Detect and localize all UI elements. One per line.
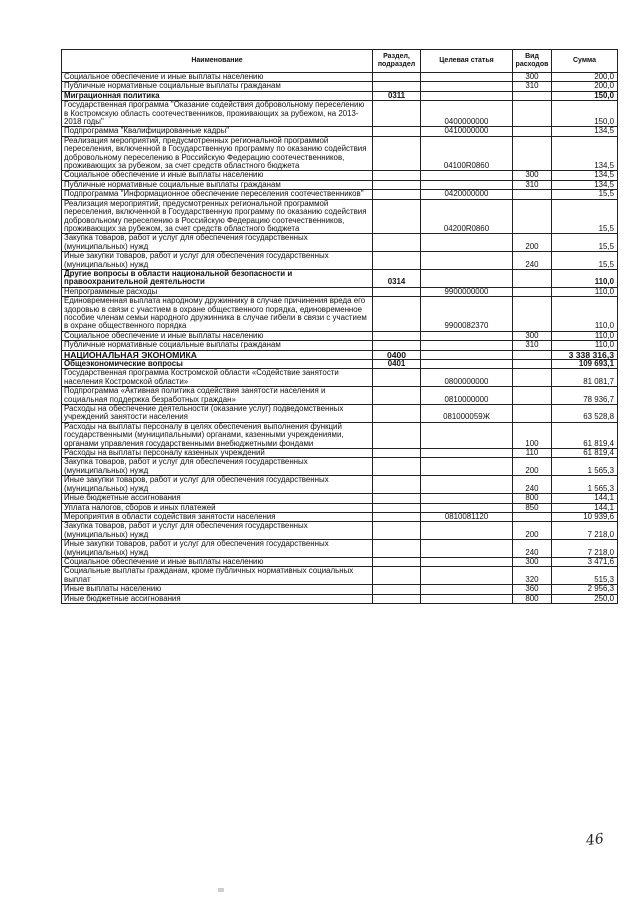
cell-section bbox=[373, 422, 421, 448]
cell-sum: 110,0 bbox=[552, 297, 618, 332]
table-row bbox=[62, 405, 618, 423]
cell-sum: 10 939,6 bbox=[552, 512, 618, 521]
cell-name: Закупка товаров, работ и услуг для обеспечения государственных (муниципальных) нужд bbox=[62, 522, 373, 540]
table-row bbox=[62, 387, 618, 405]
cell-name: Иные закупки товаров, работ и услуг для обеспечения государственных (муниципальных) нужд bbox=[62, 476, 373, 494]
cell-name: Реализация мероприятий, предусмотренных региональной программой переселения, включенной в Государственную программу по оказанию содействия добровольному переселению в Российскую Федерацию соотечественников, проживающих за рубежом, за счет средств областного бюджета bbox=[62, 136, 373, 171]
cell-sum: 15,5 bbox=[552, 190, 618, 199]
cell-name: Подпрограмма "Информационное обеспечение переселения соотечественников" bbox=[62, 190, 373, 199]
cell-target: 0410000000 bbox=[421, 127, 513, 136]
cell-name: Иные выплаты населению bbox=[62, 585, 373, 594]
cell-section bbox=[373, 567, 421, 585]
cell-sum: 15,5 bbox=[552, 252, 618, 270]
cell-sum: 150,0 bbox=[552, 101, 618, 127]
cell-section bbox=[373, 341, 421, 350]
cell-section bbox=[373, 503, 421, 512]
cell-target bbox=[421, 540, 513, 558]
cell-name: Расходы на обеспечение деятельности (оказание услуг) подведомственных учреждений занятости населения bbox=[62, 405, 373, 423]
cell-name: Уплата налогов, сборов и иных платежей bbox=[62, 503, 373, 512]
cell-sum: 109 693,1 bbox=[552, 360, 618, 369]
cell-name: Подпрограмма "Квалифицированные кадры" bbox=[62, 127, 373, 136]
cell-kind: 200 bbox=[513, 458, 552, 476]
cell-kind: 240 bbox=[513, 540, 552, 558]
cell-kind: 300 bbox=[513, 557, 552, 566]
cell-kind: 200 bbox=[513, 522, 552, 540]
cell-section bbox=[373, 540, 421, 558]
header-sum: Сумма bbox=[552, 50, 618, 73]
cell-name: Непрограммные расходы bbox=[62, 287, 373, 296]
cell-name: Социальное обеспечение и иные выплаты населению bbox=[62, 331, 373, 340]
cell-section bbox=[373, 190, 421, 199]
cell-kind: 100 bbox=[513, 422, 552, 448]
table-row bbox=[62, 567, 618, 585]
cell-name: Социальные выплаты гражданам, кроме публичных нормативных социальных выплат bbox=[62, 567, 373, 585]
cell-kind bbox=[513, 405, 552, 423]
cell-name: Публичные нормативные социальные выплаты гражданам bbox=[62, 341, 373, 350]
cell-section bbox=[373, 171, 421, 180]
cell-sum: 78 936,7 bbox=[552, 387, 618, 405]
cell-sum: 144,1 bbox=[552, 503, 618, 512]
cell-kind bbox=[513, 297, 552, 332]
table-row bbox=[62, 269, 618, 287]
cell-sum: 15,5 bbox=[552, 234, 618, 252]
cell-target: 081000059Ж bbox=[421, 405, 513, 423]
cell-section bbox=[373, 449, 421, 458]
cell-kind bbox=[513, 127, 552, 136]
table-row bbox=[62, 503, 618, 512]
cell-name: Общеэкономические вопросы bbox=[62, 360, 373, 369]
cell-section bbox=[373, 387, 421, 405]
cell-target: 0810081120 bbox=[421, 512, 513, 521]
cell-name: Расходы на выплаты персоналу в целях обеспечения выполнения функций государственными (муниципальными) органами, казенными учреждениями, органами управления государственными внебюджетными фондами bbox=[62, 422, 373, 448]
cell-target bbox=[421, 91, 513, 100]
cell-kind: 200 bbox=[513, 234, 552, 252]
cell-target: 04200R0860 bbox=[421, 199, 513, 234]
cell-kind bbox=[513, 387, 552, 405]
cell-target bbox=[421, 567, 513, 585]
cell-target: 04100R0860 bbox=[421, 136, 513, 171]
cell-section bbox=[373, 494, 421, 503]
cell-kind bbox=[513, 136, 552, 171]
cell-target bbox=[421, 234, 513, 252]
cell-section: 0401 bbox=[373, 360, 421, 369]
cell-sum: 15,5 bbox=[552, 199, 618, 234]
cell-section bbox=[373, 287, 421, 296]
cell-kind bbox=[513, 287, 552, 296]
cell-sum: 61 819,4 bbox=[552, 422, 618, 448]
cell-target: 0800000000 bbox=[421, 369, 513, 387]
header-kind: Вид расходов bbox=[513, 50, 552, 73]
table-row bbox=[62, 199, 618, 234]
cell-kind bbox=[513, 91, 552, 100]
cell-name: Публичные нормативные социальные выплаты гражданам bbox=[62, 180, 373, 189]
cell-name: Подпрограмма «Активная политика содействия занятости населения и социальная поддержка безработных граждан» bbox=[62, 387, 373, 405]
cell-target bbox=[421, 503, 513, 512]
table-row bbox=[62, 190, 618, 199]
cell-name: Иные бюджетные ассигнования bbox=[62, 594, 373, 603]
cell-name: Другие вопросы в области национальной безопасности и правоохранительной деятельности bbox=[62, 269, 373, 287]
cell-name: Мероприятия в области содействия занятости населения bbox=[62, 512, 373, 521]
cell-section bbox=[373, 522, 421, 540]
cell-section bbox=[373, 512, 421, 521]
cell-section bbox=[373, 557, 421, 566]
table-row bbox=[62, 297, 618, 332]
cell-target bbox=[421, 449, 513, 458]
cell-sum: 250,0 bbox=[552, 594, 618, 603]
header-name: Наименование bbox=[62, 50, 373, 73]
cell-sum: 7 218,0 bbox=[552, 522, 618, 540]
cell-sum: 2 956,3 bbox=[552, 585, 618, 594]
cell-name: Иные бюджетные ассигнования bbox=[62, 494, 373, 503]
table-row bbox=[62, 494, 618, 503]
cell-section bbox=[373, 405, 421, 423]
cell-kind: 300 bbox=[513, 73, 552, 82]
cell-sum: 63 528,8 bbox=[552, 405, 618, 423]
table-row bbox=[62, 585, 618, 594]
table-row bbox=[62, 540, 618, 558]
table-row bbox=[62, 594, 618, 603]
cell-section bbox=[373, 234, 421, 252]
cell-section: 0314 bbox=[373, 269, 421, 287]
cell-kind bbox=[513, 101, 552, 127]
cell-name: Реализация мероприятий, предусмотренных региональной программой переселения, включенной в Государственную программу по оказанию содействия добровольному переселению в Российскую Федерацию соотечественников, проживающих за рубежом, за счет средств областного бюджета bbox=[62, 199, 373, 234]
cell-name: Расходы на выплаты персоналу казенных учреждений bbox=[62, 449, 373, 458]
cell-target bbox=[421, 350, 513, 359]
cell-sum: 200,0 bbox=[552, 73, 618, 82]
cell-sum: 515,3 bbox=[552, 567, 618, 585]
cell-sum: 81 081,7 bbox=[552, 369, 618, 387]
budget-document bbox=[61, 49, 617, 604]
cell-sum: 134,5 bbox=[552, 127, 618, 136]
cell-target bbox=[421, 476, 513, 494]
cell-kind bbox=[513, 360, 552, 369]
cell-kind: 310 bbox=[513, 341, 552, 350]
cell-sum: 150,0 bbox=[552, 91, 618, 100]
cell-target bbox=[421, 422, 513, 448]
cell-sum: 110,0 bbox=[552, 341, 618, 350]
cell-kind: 320 bbox=[513, 567, 552, 585]
cell-kind: 800 bbox=[513, 494, 552, 503]
page-number: 46 bbox=[584, 830, 605, 850]
cell-name: Социальное обеспечение и иные выплаты населению bbox=[62, 73, 373, 82]
cell-target bbox=[421, 171, 513, 180]
cell-section bbox=[373, 476, 421, 494]
cell-kind: 310 bbox=[513, 82, 552, 91]
cell-kind bbox=[513, 512, 552, 521]
table-row bbox=[62, 127, 618, 136]
table-body bbox=[62, 73, 618, 604]
cell-name: Закупка товаров, работ и услуг для обеспечения государственных (муниципальных) нужд bbox=[62, 234, 373, 252]
scan-mark bbox=[218, 888, 224, 892]
cell-sum: 110,0 bbox=[552, 269, 618, 287]
table-row bbox=[62, 101, 618, 127]
table-row bbox=[62, 458, 618, 476]
table-header-row bbox=[62, 50, 618, 73]
cell-target bbox=[421, 269, 513, 287]
cell-target bbox=[421, 252, 513, 270]
table-row bbox=[62, 136, 618, 171]
cell-name: Единовременная выплата народному дружиннику в случае причинения вреда его здоровью в связи с участием в охране общественного порядка, единовременное пособие членам семьи народного дружинника в случае гибели в связи с участием в охране общественного порядка bbox=[62, 297, 373, 332]
cell-sum: 3 471,6 bbox=[552, 557, 618, 566]
cell-sum: 134,5 bbox=[552, 180, 618, 189]
table-row bbox=[62, 234, 618, 252]
cell-target: 0420000000 bbox=[421, 190, 513, 199]
cell-section bbox=[373, 127, 421, 136]
cell-section: 0311 bbox=[373, 91, 421, 100]
cell-sum: 200,0 bbox=[552, 82, 618, 91]
cell-sum: 61 819,4 bbox=[552, 449, 618, 458]
cell-kind: 240 bbox=[513, 252, 552, 270]
cell-target bbox=[421, 73, 513, 82]
cell-kind bbox=[513, 350, 552, 359]
cell-target: 0810000000 bbox=[421, 387, 513, 405]
cell-sum: 1 565,3 bbox=[552, 458, 618, 476]
cell-name: Социальное обеспечение и иные выплаты населению bbox=[62, 171, 373, 180]
cell-kind bbox=[513, 369, 552, 387]
cell-target bbox=[421, 458, 513, 476]
cell-section bbox=[373, 101, 421, 127]
cell-section bbox=[373, 82, 421, 91]
table-row bbox=[62, 82, 618, 91]
cell-section bbox=[373, 594, 421, 603]
cell-target: 0400000000 bbox=[421, 101, 513, 127]
table-row bbox=[62, 341, 618, 350]
cell-target bbox=[421, 341, 513, 350]
cell-section bbox=[373, 369, 421, 387]
cell-section bbox=[373, 180, 421, 189]
header-target: Целевая статья bbox=[421, 50, 513, 73]
cell-section bbox=[373, 73, 421, 82]
cell-section bbox=[373, 458, 421, 476]
cell-sum: 110,0 bbox=[552, 331, 618, 340]
cell-section bbox=[373, 297, 421, 332]
cell-target: 9900000000 bbox=[421, 287, 513, 296]
cell-target bbox=[421, 585, 513, 594]
table-row bbox=[62, 476, 618, 494]
cell-name: Иные закупки товаров, работ и услуг для обеспечения государственных (муниципальных) нужд bbox=[62, 540, 373, 558]
cell-name: Государственная программа Костромской области «Содействие занятости населения Костромской области» bbox=[62, 369, 373, 387]
cell-kind: 300 bbox=[513, 331, 552, 340]
cell-kind: 310 bbox=[513, 180, 552, 189]
header-section: Раздел, подраздел bbox=[373, 50, 421, 73]
cell-kind bbox=[513, 199, 552, 234]
budget-table bbox=[61, 49, 618, 604]
cell-name: Публичные нормативные социальные выплаты гражданам bbox=[62, 82, 373, 91]
cell-name: Закупка товаров, работ и услуг для обеспечения государственных (муниципальных) нужд bbox=[62, 458, 373, 476]
cell-target: 9900082370 bbox=[421, 297, 513, 332]
cell-section bbox=[373, 136, 421, 171]
cell-kind: 300 bbox=[513, 171, 552, 180]
cell-name: НАЦИОНАЛЬНАЯ ЭКОНОМИКА bbox=[62, 350, 373, 359]
cell-target bbox=[421, 331, 513, 340]
cell-target bbox=[421, 557, 513, 566]
cell-section bbox=[373, 199, 421, 234]
cell-kind: 800 bbox=[513, 594, 552, 603]
table-row bbox=[62, 252, 618, 270]
cell-name: Иные закупки товаров, работ и услуг для обеспечения государственных (муниципальных) нужд bbox=[62, 252, 373, 270]
cell-target bbox=[421, 82, 513, 91]
cell-sum: 7 218,0 bbox=[552, 540, 618, 558]
cell-section bbox=[373, 252, 421, 270]
cell-section bbox=[373, 331, 421, 340]
cell-kind bbox=[513, 269, 552, 287]
table-row bbox=[62, 522, 618, 540]
cell-section bbox=[373, 585, 421, 594]
cell-sum: 134,5 bbox=[552, 171, 618, 180]
cell-sum: 110,0 bbox=[552, 287, 618, 296]
table-row bbox=[62, 422, 618, 448]
cell-sum: 3 338 316,3 bbox=[552, 350, 618, 359]
cell-name: Социальное обеспечение и иные выплаты населению bbox=[62, 557, 373, 566]
cell-kind: 360 bbox=[513, 585, 552, 594]
cell-sum: 144,1 bbox=[552, 494, 618, 503]
cell-kind bbox=[513, 190, 552, 199]
cell-target bbox=[421, 360, 513, 369]
cell-target bbox=[421, 494, 513, 503]
cell-sum: 134,5 bbox=[552, 136, 618, 171]
cell-kind: 240 bbox=[513, 476, 552, 494]
cell-target bbox=[421, 522, 513, 540]
table-row bbox=[62, 369, 618, 387]
table-row bbox=[62, 171, 618, 180]
cell-name: Миграционная политика bbox=[62, 91, 373, 100]
cell-target bbox=[421, 594, 513, 603]
cell-section: 0400 bbox=[373, 350, 421, 359]
cell-name: Государственная программа "Оказание содействия добровольному переселению в Костромскую область соотечественников, проживающих за рубежом, на 2013-2018 годы" bbox=[62, 101, 373, 127]
cell-kind: 110 bbox=[513, 449, 552, 458]
cell-kind: 850 bbox=[513, 503, 552, 512]
cell-sum: 1 565,3 bbox=[552, 476, 618, 494]
